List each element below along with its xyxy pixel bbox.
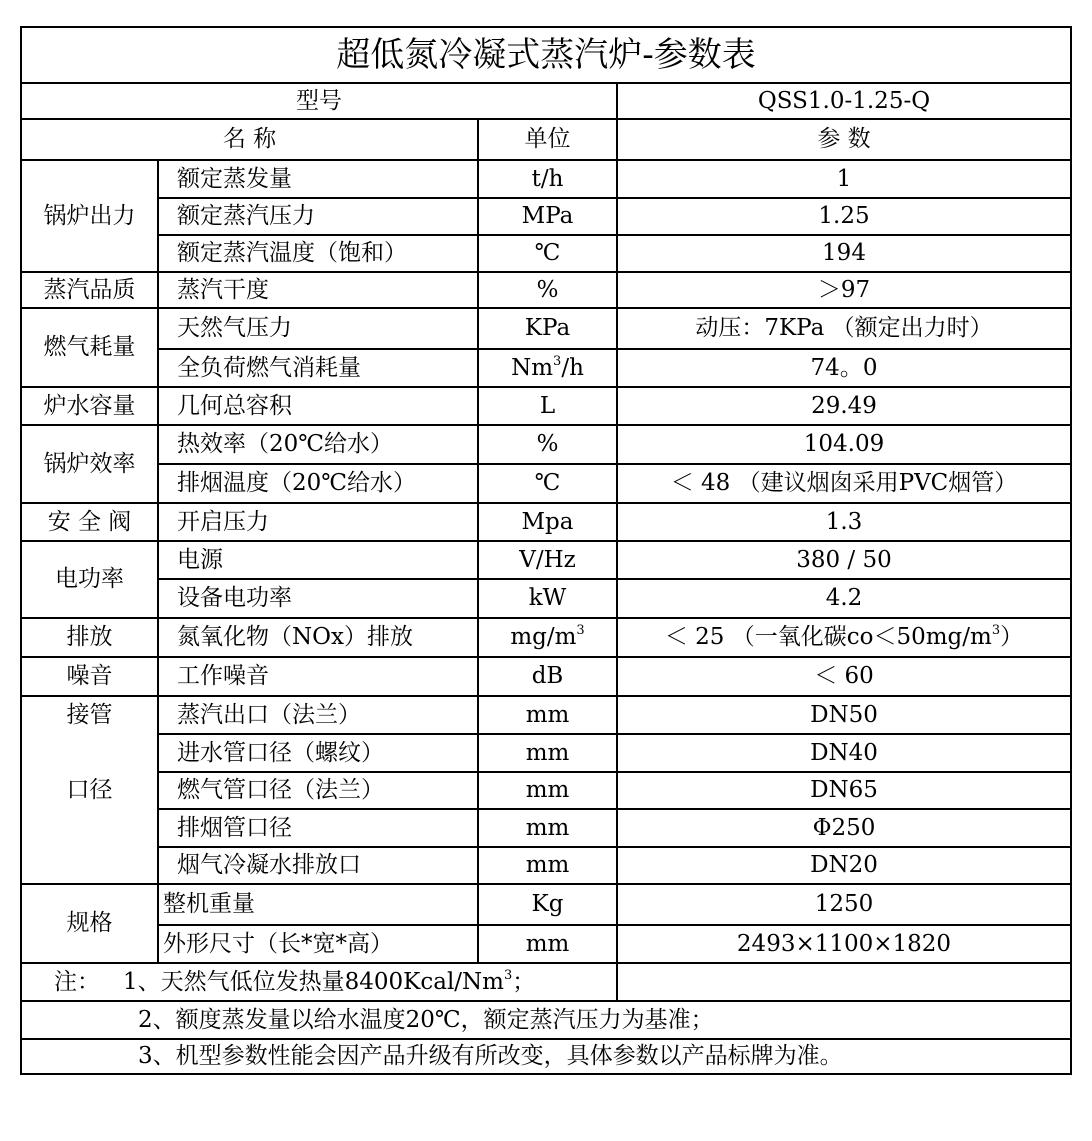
- param-value: 动压：7KPa （额定出力时）: [617, 308, 1071, 349]
- group-label: 蒸汽品质: [21, 272, 158, 308]
- title-row: [21, 27, 1071, 83]
- param-name: 电源: [158, 541, 478, 579]
- param-value: DN40: [617, 734, 1071, 772]
- param-value: 194: [617, 235, 1071, 272]
- param-value: ＜ 25 （一氧化碳$co<50mg/m^3$）: [617, 618, 1071, 657]
- table-row: [21, 425, 1071, 464]
- group-label: 锅炉效率: [21, 425, 158, 503]
- group-label: 炉水容量: [21, 387, 158, 425]
- param-unit: mm: [478, 772, 617, 809]
- superscript: 3: [576, 623, 585, 638]
- param-unit: ℃: [478, 464, 617, 503]
- group-label: 规格: [21, 884, 158, 963]
- group-label: 接管: [21, 696, 158, 734]
- param-name: 排烟管口径: [158, 809, 478, 847]
- param-unit: MPa: [478, 198, 617, 235]
- table-row: [21, 235, 1071, 272]
- group-label: 口径: [21, 772, 158, 809]
- param-unit: ℃: [478, 235, 617, 272]
- model-value: QSS1.0-1.25-Q: [617, 83, 1071, 119]
- param-name: 外形尺寸（长*宽*高）: [158, 925, 478, 963]
- table-row: [21, 160, 1071, 198]
- param-name: 天然气压力: [158, 308, 478, 349]
- param-unit: mm: [478, 809, 617, 847]
- superscript: 3: [503, 967, 513, 983]
- model-row: [21, 83, 1071, 119]
- superscript: 3: [553, 353, 562, 369]
- param-name: 额定蒸发量: [158, 160, 478, 198]
- param-name: 烟气冷凝水排放口: [158, 847, 478, 884]
- header-name: 名 称: [21, 119, 478, 160]
- group-label: 燃气耗量: [21, 308, 158, 387]
- param-value: 1: [617, 160, 1071, 198]
- param-value: ＜ 60: [617, 657, 1071, 696]
- table-row: [21, 809, 1071, 847]
- param-value: 4.2: [617, 579, 1071, 618]
- param-unit: mm: [478, 696, 617, 734]
- group-label: 排放: [21, 618, 158, 657]
- model-label: 型号: [21, 83, 617, 119]
- spec-table: [20, 26, 1072, 1075]
- note-row: [21, 963, 1071, 1001]
- param-name: 全负荷燃气消耗量: [158, 349, 478, 387]
- param-value: 380 / 50: [617, 541, 1071, 579]
- param-value: 74。0: [617, 349, 1071, 387]
- group-label: 锅炉出力: [21, 160, 158, 272]
- param-name: 蒸汽出口（法兰）: [158, 696, 478, 734]
- param-value: 1.25: [617, 198, 1071, 235]
- param-unit: dB: [478, 657, 617, 696]
- note-text: 注： 1、天然气低位发热量8400Kcal/Nm: [54, 968, 504, 995]
- param-name: 燃气管口径（法兰）: [158, 772, 478, 809]
- table-row: [21, 657, 1071, 696]
- table-row: [21, 847, 1071, 884]
- note-3: 3、机型参数性能会因产品升级有所改变，具体参数以产品标牌为准。: [21, 1039, 1071, 1074]
- table-row: [21, 884, 1071, 925]
- param-unit: %: [478, 425, 617, 464]
- unit-text: Nm: [511, 354, 554, 381]
- note-1: 注： 1、天然气低位发热量8400Kcal/Nm$^3$；: [21, 963, 617, 1001]
- table-row: [21, 503, 1071, 541]
- param-name: 氮氧化物（NOx）排放: [158, 618, 478, 657]
- param-name: 蒸汽干度: [158, 272, 478, 308]
- table-row: [21, 349, 1071, 387]
- param-name: 排烟温度（20℃给水）: [158, 464, 478, 503]
- param-unit: L: [478, 387, 617, 425]
- table-row: [21, 272, 1071, 308]
- param-value: ＞97: [617, 272, 1071, 308]
- param-unit: Nm$^3$/h: [478, 349, 617, 387]
- table-row: [21, 734, 1071, 772]
- param-name: 热效率（20℃给水）: [158, 425, 478, 464]
- param-value: Φ250: [617, 809, 1071, 847]
- group-blank: [21, 734, 158, 772]
- param-value: 1.3: [617, 503, 1071, 541]
- table-row: [21, 696, 1071, 734]
- table-row: [21, 618, 1071, 657]
- param-unit: mm: [478, 734, 617, 772]
- param-name: 几何总容积: [158, 387, 478, 425]
- param-unit: %: [478, 272, 617, 308]
- note-blank: [617, 963, 1071, 1001]
- param-unit: KPa: [478, 308, 617, 349]
- table-row: [21, 925, 1071, 963]
- param-value: DN20: [617, 847, 1071, 884]
- param-value: DN65: [617, 772, 1071, 809]
- param-unit: kW: [478, 579, 617, 618]
- table-row: [21, 464, 1071, 503]
- param-name: 设备电功率: [158, 579, 478, 618]
- group-blank: [21, 809, 158, 847]
- param-name: 工作噪音: [158, 657, 478, 696]
- param-unit: Mpa: [478, 503, 617, 541]
- table-row: [21, 772, 1071, 809]
- header-unit: 单位: [478, 119, 617, 160]
- group-label: 噪音: [21, 657, 158, 696]
- param-unit: t/h: [478, 160, 617, 198]
- param-value: 104.09: [617, 425, 1071, 464]
- param-name: 整机重量: [158, 884, 478, 925]
- param-value: 2493×1100×1820: [617, 925, 1071, 963]
- table-row: [21, 579, 1071, 618]
- param-unit: mm: [478, 925, 617, 963]
- note-row: [21, 1039, 1071, 1074]
- group-label: 电功率: [21, 541, 158, 618]
- param-unit: $mg/m^3$: [478, 618, 617, 657]
- param-value: 29.49: [617, 387, 1071, 425]
- param-value: 1250: [617, 884, 1071, 925]
- superscript: 3: [991, 623, 1001, 638]
- table-row: [21, 387, 1071, 425]
- group-blank: [21, 847, 158, 884]
- param-name: 额定蒸汽压力: [158, 198, 478, 235]
- header-param: 参 数: [617, 119, 1071, 160]
- note-2: 2、额度蒸发量以给水温度20℃，额定蒸汽压力为基准；: [21, 1001, 1071, 1039]
- param-name: 额定蒸汽温度（饱和）: [158, 235, 478, 272]
- param-unit: V/Hz: [478, 541, 617, 579]
- note-row: [21, 1001, 1071, 1039]
- param-name: 进水管口径（螺纹）: [158, 734, 478, 772]
- page-title: 超低氮冷凝式蒸汽炉-参数表: [21, 27, 1071, 83]
- table-row: [21, 541, 1071, 579]
- table-row: [21, 308, 1071, 349]
- group-label: 安 全 阀: [21, 503, 158, 541]
- table-row: [21, 198, 1071, 235]
- param-value: ＜ 48 （建议烟囱采用PVC烟管）: [617, 464, 1071, 503]
- param-name: 开启压力: [158, 503, 478, 541]
- param-value: DN50: [617, 696, 1071, 734]
- header-row: [21, 119, 1071, 160]
- param-unit: mm: [478, 847, 617, 884]
- param-unit: Kg: [478, 884, 617, 925]
